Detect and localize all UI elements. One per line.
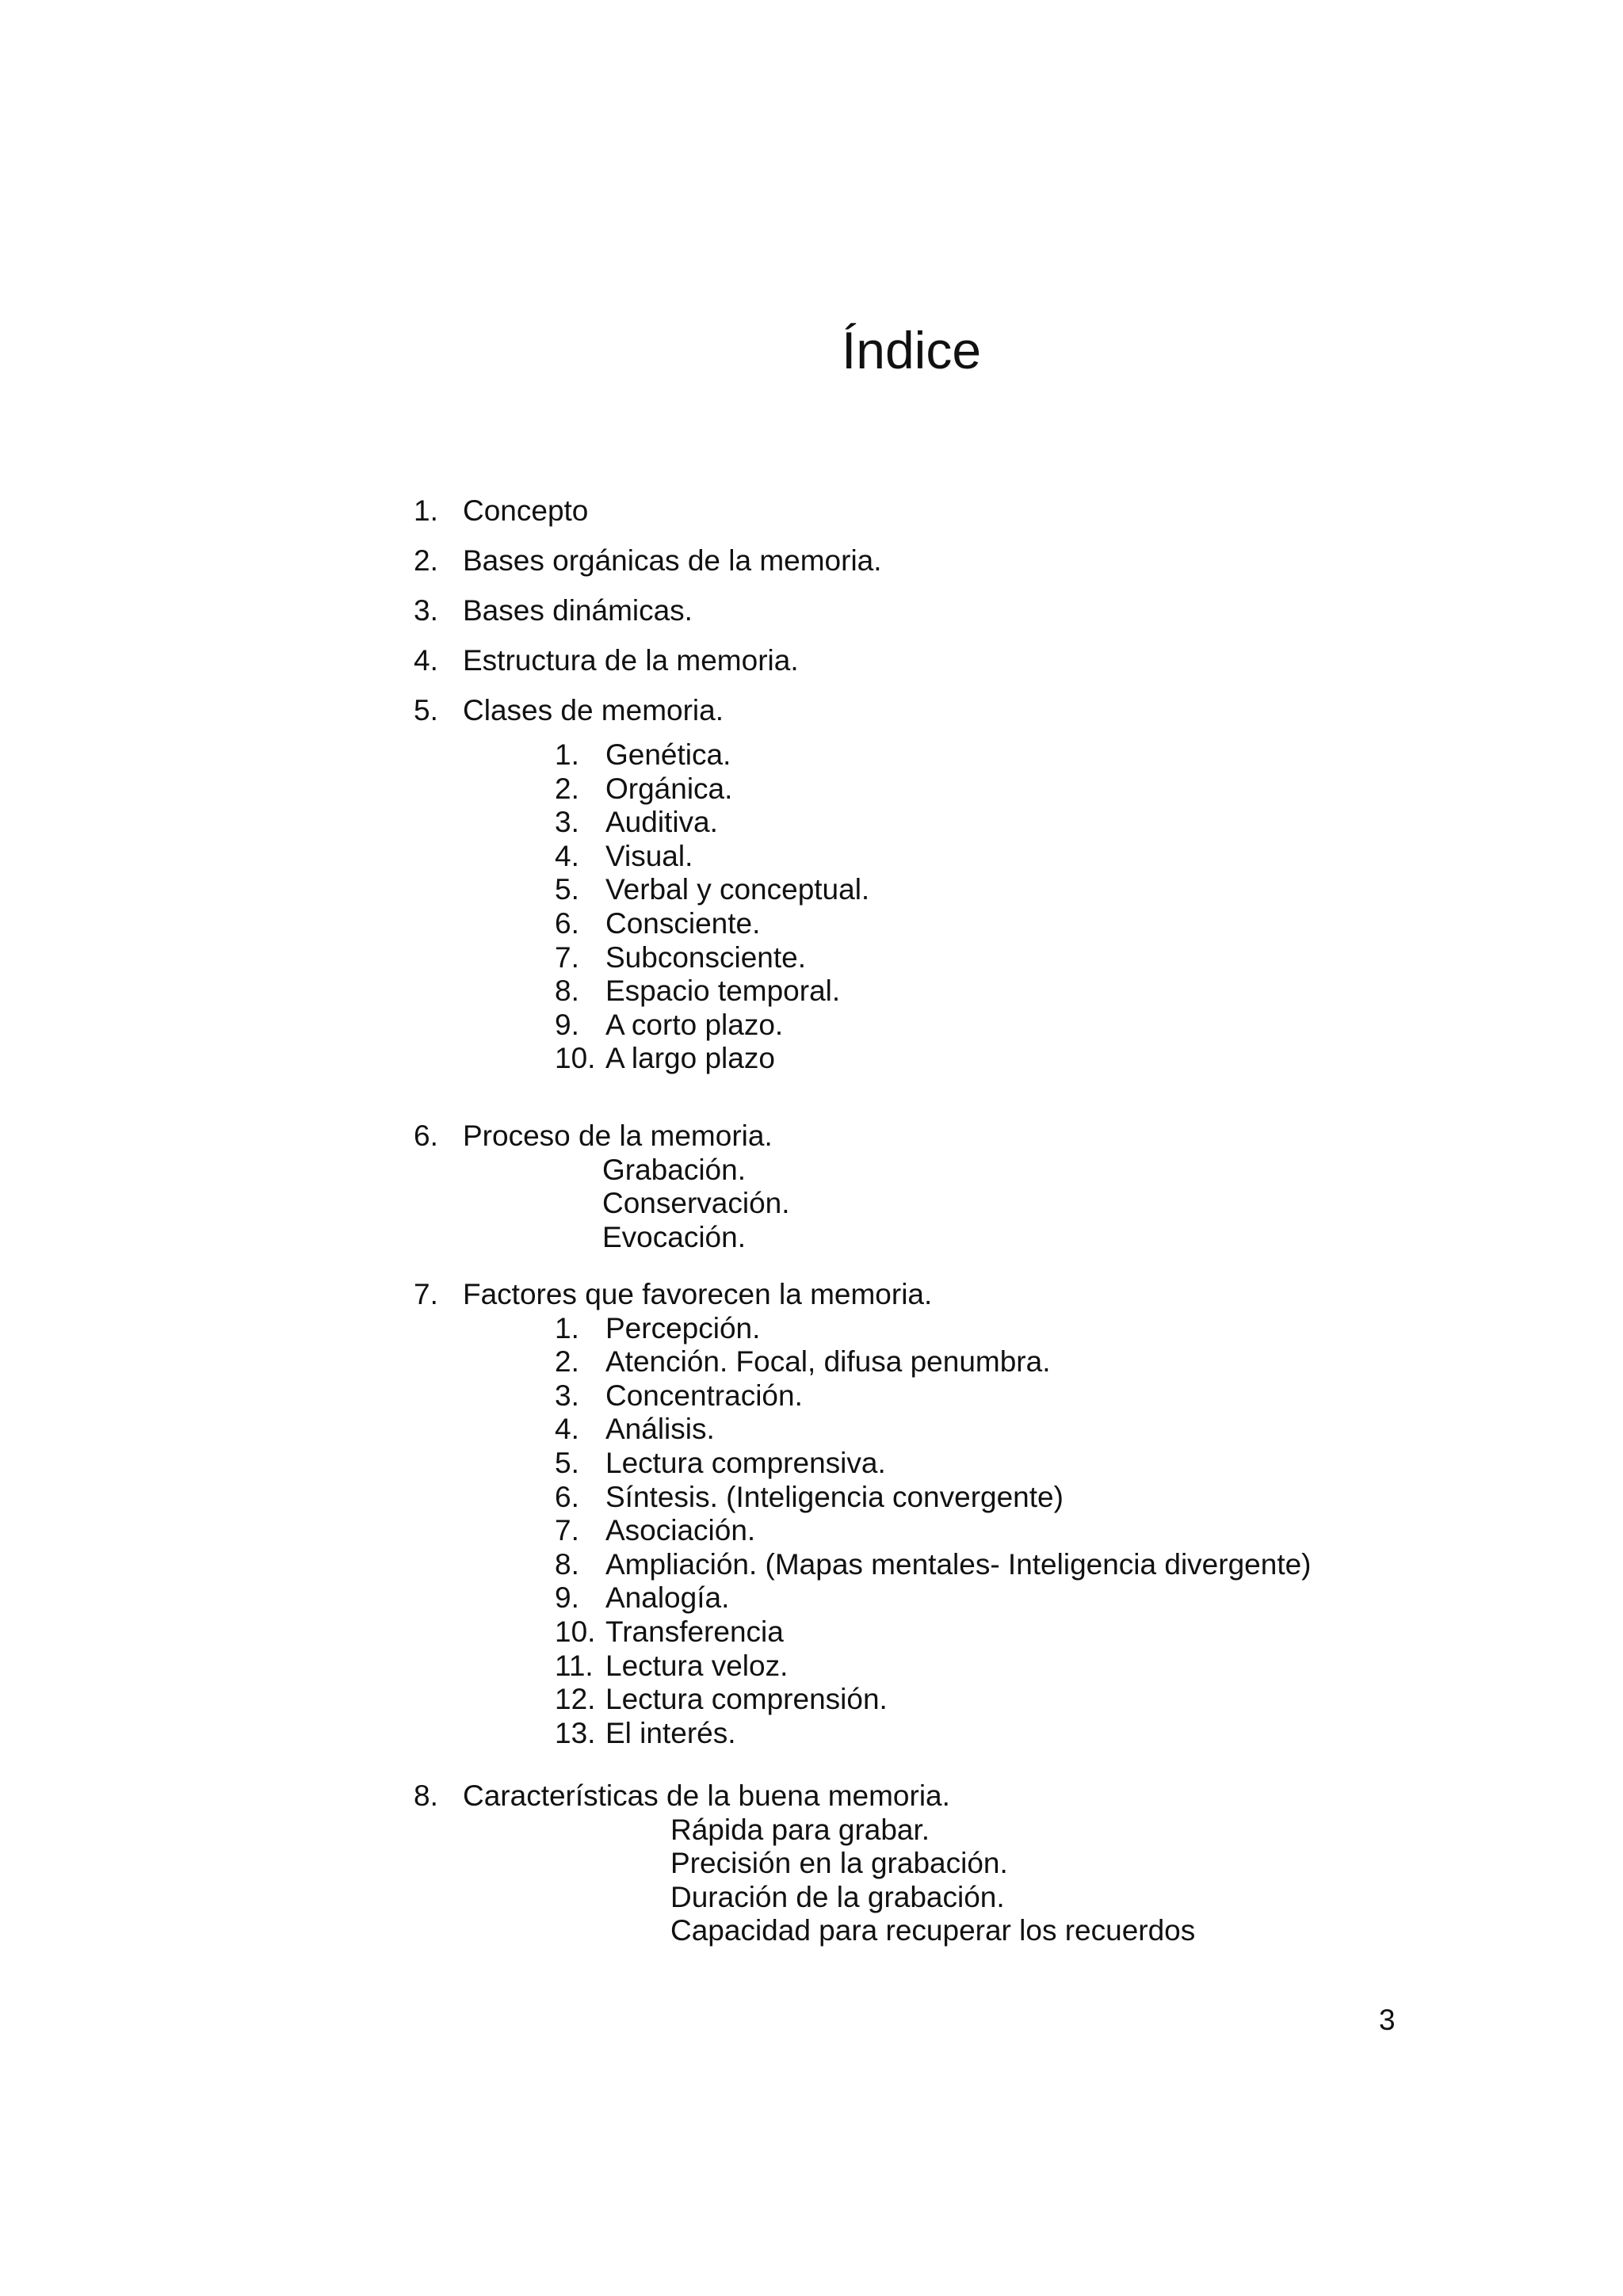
toc-section-number: 8. (414, 1779, 438, 1812)
toc-plain-subitem: Rápida para grabar. (670, 1813, 930, 1846)
toc-subitem-title: A corto plazo. (605, 1008, 784, 1041)
toc-subitem-title: Consciente. (605, 907, 761, 940)
toc-plain-subitem: Capacidad para recuperar los recuerdos (670, 1914, 1196, 1947)
toc-subitem (555, 906, 761, 941)
toc-section (414, 693, 724, 728)
toc-section-title: Estructura de la memoria. (463, 644, 799, 677)
toc-subitem (555, 839, 693, 874)
toc-plain-subitem: Evocación. (602, 1220, 746, 1253)
toc-subitem (555, 1041, 775, 1076)
toc-section-number: 7. (414, 1278, 438, 1310)
page-number: 3 (1379, 2004, 1396, 2036)
toc-section-number: 5. (414, 694, 438, 727)
toc-subitem (555, 1379, 803, 1413)
toc-section (414, 593, 693, 628)
toc-section (414, 494, 589, 528)
toc-subitem-number: 10. (555, 1042, 596, 1075)
toc-subitem-number: 8. (555, 974, 579, 1008)
toc-subitem-title: Auditiva. (605, 806, 718, 839)
toc-section-number: 6. (414, 1119, 438, 1152)
toc-subitem-title: Analogía. (605, 1581, 730, 1615)
toc-subitem-number: 11. (555, 1649, 594, 1682)
toc-plain-subitem: Conservación. (602, 1187, 790, 1220)
toc-subitem-number: 12. (555, 1683, 596, 1716)
toc-subitem-number: 13. (555, 1716, 596, 1749)
toc-section-title: Características de la buena memoria. (463, 1779, 950, 1812)
toc-subitem-title: Verbal y conceptual. (605, 873, 870, 906)
toc-subitem-title: Lectura comprensión. (605, 1683, 888, 1716)
toc-subitem-title: Espacio temporal. (605, 974, 841, 1008)
toc-subitem-number: 4. (555, 839, 579, 872)
toc-subitem-number: 8. (555, 1547, 579, 1581)
toc-subitem-number: 3. (555, 1379, 579, 1412)
toc-section-number: 2. (414, 544, 438, 577)
toc-subitem-number: 2. (555, 1345, 579, 1379)
toc-subitem-number: 10. (555, 1615, 596, 1648)
toc-plain-subitem: Grabación. (602, 1153, 746, 1186)
toc-plain-subitem: Precisión en la grabación. (670, 1847, 1008, 1880)
toc-section-title: Clases de memoria. (463, 694, 724, 727)
toc-section-title: Factores que favorecen la memoria. (463, 1278, 933, 1310)
toc-subitem (555, 940, 807, 975)
toc-subitem-number: 3. (555, 806, 579, 839)
toc-subitem-title: Síntesis. (Inteligencia convergente) (605, 1480, 1064, 1513)
toc-subitem-title: Subconsciente. (605, 940, 807, 974)
page-title: Índice (841, 321, 982, 379)
toc-subitem (555, 1716, 736, 1751)
toc-subitem-number: 6. (555, 1480, 579, 1513)
toc-section-number: 1. (414, 494, 438, 527)
toc-section-title: Bases orgánicas de la memoria. (463, 544, 882, 577)
toc-section-title: Concepto (463, 494, 589, 527)
toc-subitem (555, 805, 718, 840)
toc-section-title: Bases dinámicas. (463, 594, 693, 627)
toc-subitem (555, 772, 733, 807)
toc-section (414, 543, 882, 578)
toc-section-title: Proceso de la memoria. (463, 1119, 773, 1152)
toc-subitem-number: 4. (555, 1413, 579, 1446)
toc-subitem (555, 872, 870, 907)
toc-subitem-title: Percepción. (605, 1311, 761, 1344)
toc-subitem-number: 2. (555, 772, 579, 805)
toc-subitem (555, 1513, 756, 1548)
toc-plain-subitem: Duración de la grabación. (670, 1880, 1005, 1913)
toc-section-number: 3. (414, 594, 438, 627)
toc-subitem-number: 5. (555, 1447, 579, 1479)
toc-subitem-title: El interés. (605, 1716, 736, 1749)
toc-subitem (555, 1008, 784, 1043)
toc-subitem-number: 1. (555, 1311, 579, 1344)
toc-subitem (555, 1682, 888, 1717)
toc-subitem-title: Análisis. (605, 1413, 715, 1446)
toc-subitem (555, 1547, 1312, 1582)
toc-subitem-number: 5. (555, 873, 579, 906)
toc-section (414, 1779, 950, 1814)
toc-subitem (555, 738, 731, 772)
toc-subitem (555, 1480, 1064, 1515)
toc-subitem-title: Genética. (605, 738, 731, 771)
toc-subitem (555, 1446, 886, 1481)
toc-subitem-number: 6. (555, 907, 579, 940)
toc-subitem-title: Transferencia (605, 1615, 784, 1648)
toc-subitem-title: Concentración. (605, 1379, 803, 1412)
toc-subitem-title: A largo plazo (605, 1042, 775, 1075)
toc-section (414, 643, 799, 678)
toc-subitem-title: Atención. Focal, difusa penumbra. (605, 1345, 1051, 1379)
toc-section-number: 4. (414, 644, 438, 677)
toc-subitem (555, 1649, 789, 1684)
toc-subitem (555, 974, 841, 1009)
toc-subitem (555, 1344, 1051, 1379)
toc-subitem-title: Asociación. (605, 1514, 756, 1547)
toc-section (414, 1119, 773, 1154)
toc-subitem-number: 7. (555, 940, 579, 974)
toc-subitem (555, 1412, 715, 1447)
toc-section (414, 1277, 933, 1312)
toc-subitem-title: Visual. (605, 839, 693, 872)
toc-subitem-number: 9. (555, 1008, 579, 1041)
toc-subitem-number: 1. (555, 738, 579, 771)
toc-subitem (555, 1581, 730, 1615)
toc-subitem-title: Lectura comprensiva. (605, 1447, 886, 1479)
toc-subitem-number: 9. (555, 1581, 579, 1615)
toc-subitem-title: Orgánica. (605, 772, 733, 805)
toc-subitem (555, 1311, 761, 1346)
toc-subitem-title: Ampliación. (Mapas mentales- Inteligencia divergente) (605, 1547, 1312, 1581)
toc-subitem-number: 7. (555, 1514, 579, 1547)
toc-subitem (555, 1615, 784, 1650)
toc-subitem-title: Lectura veloz. (605, 1649, 789, 1682)
